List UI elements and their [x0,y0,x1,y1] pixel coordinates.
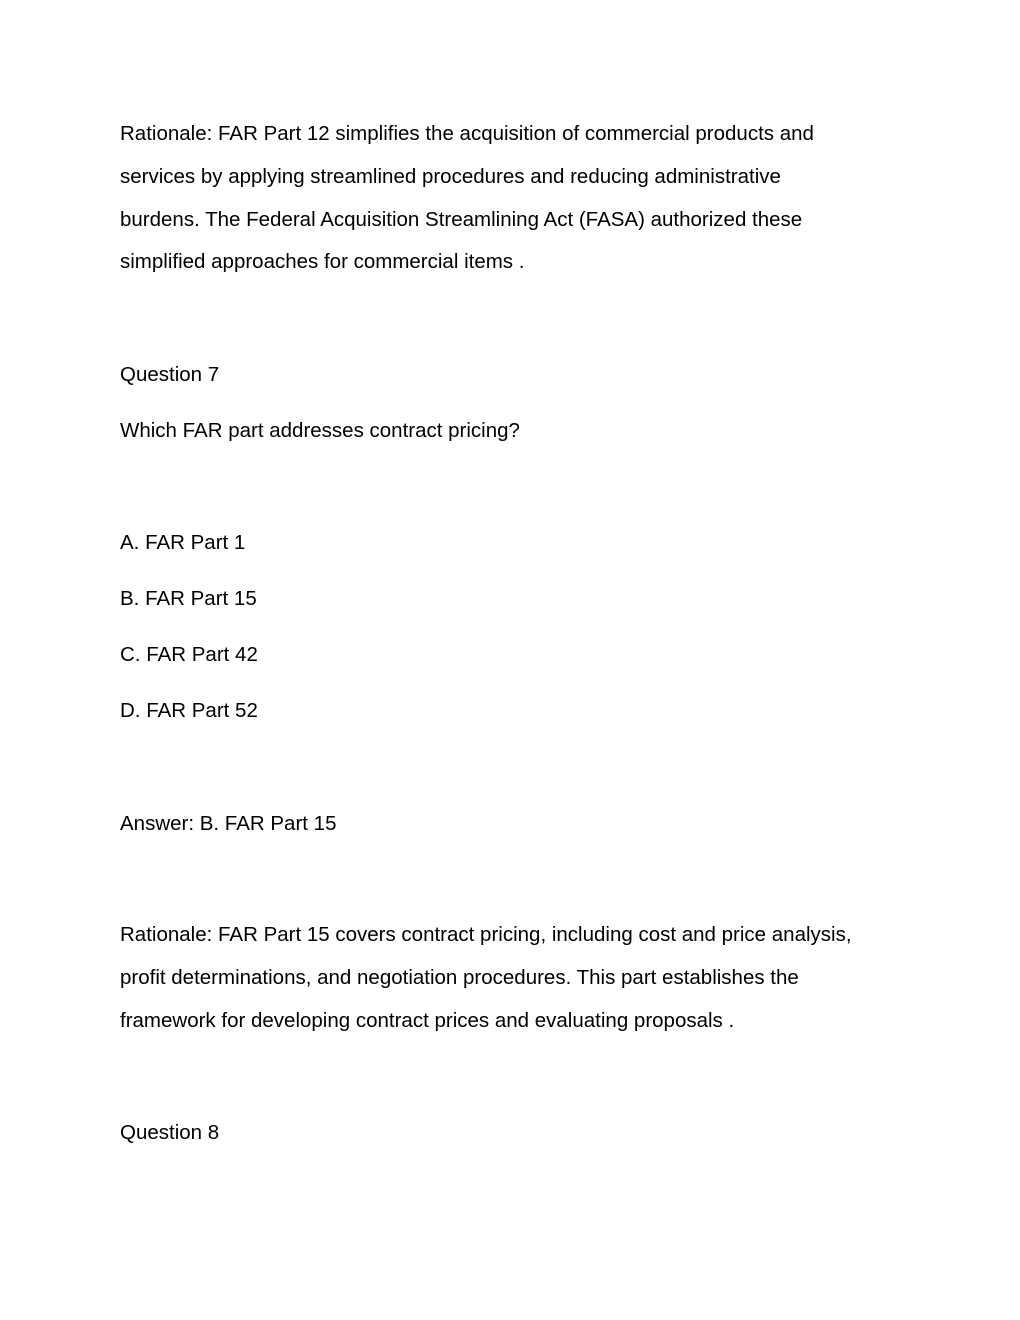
option-c: C. FAR Part 42 [120,643,258,666]
question-7-answer: Answer: B. FAR Part 15 [120,812,337,835]
rationale-line: burdens. The Federal Acquisition Streamlining Act (FASA) authorized these [120,207,803,231]
rationale-line: profit determinations, and negotiation procedures. This part establishes the [120,965,799,989]
question-8-heading: Question 8 [120,1121,220,1144]
rationale-line: framework for developing contract prices and evaluating proposals . [120,1008,735,1032]
rationale-paragraph-q6 [120,113,900,284]
rationale-paragraph-q7 [120,914,900,1042]
rationale-line: Rationale: FAR Part 15 covers contract pricing, including cost and price analysis, [120,923,852,946]
question-7-heading: Question 7 [120,363,220,386]
rationale-line: services by applying streamlined procedures and reducing administrative [120,164,781,188]
option-d: D. FAR Part 52 [120,699,258,722]
question-7-prompt: Which FAR part addresses contract pricing? [120,419,520,442]
option-b: B. FAR Part 15 [120,587,257,610]
option-a: A. FAR Part 1 [120,531,246,554]
rationale-line: simplified approaches for commercial items . [120,250,525,274]
rationale-line: Rationale: FAR Part 12 simplifies the acquisition of commercial products and [120,122,814,145]
